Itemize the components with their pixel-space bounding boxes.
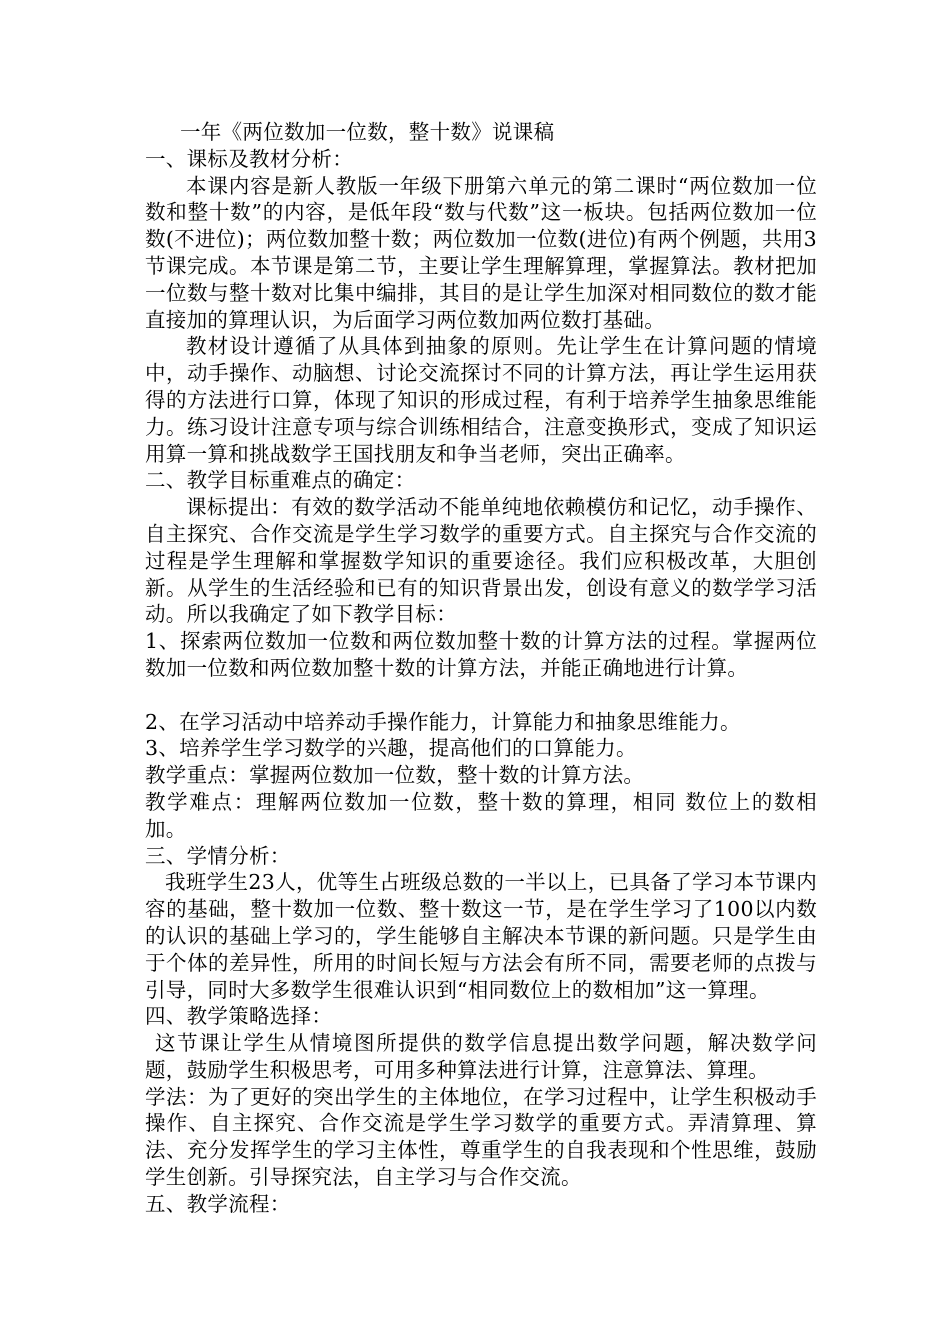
section-heading-curriculum-analysis: 一、课标及教材分析： bbox=[145, 146, 353, 171]
section-heading-teaching-strategy: 四、教学策略选择： bbox=[145, 1004, 333, 1029]
teaching-goal-2: 2、在学习活动中培养动手操作能力，计算能力和抽象思维能力。 bbox=[145, 709, 741, 734]
paragraph-teaching-strategy: 这节课让学生从情境图所提供的数学信息提出数学问题，解决数学问题，鼓励学生积极思考，可用多种算法进行计算，注意算法、算理。 bbox=[145, 1031, 817, 1082]
paragraph-student-analysis: 我班学生23人，优等生占班级总数的一半以上，已具备了学习本节课内容的基础，整十数加一位数、整十数这一节，是在学生学习了100以内数的认识的基础上学习的，学生能够自主解决本节课的新问题。只是学生由于个体的差异性，所用的时间长短与方法会有所不同，需要老师的点拨与引导，同时大多数学生很难认识到“相同数位上的数相加”这一算理。 bbox=[145, 870, 817, 1002]
section-heading-student-analysis: 三、学情分析： bbox=[145, 843, 291, 868]
teaching-goal-3: 3、培养学生学习数学的兴趣，提高他们的口算能力。 bbox=[145, 736, 637, 761]
teaching-goal-1: 1、探索两位数加一位数和两位数加整十数的计算方法的过程。掌握两位数加一位数和两位数加整十数的计算方法，并能正确地进行计算。 bbox=[145, 629, 817, 680]
section-heading-teaching-process: 五、教学流程： bbox=[145, 1191, 291, 1216]
teaching-difficulty: 教学难点：理解两位数加一位数，整十数的算理，相同 数位上的数相加。 bbox=[145, 789, 817, 841]
blank-line bbox=[145, 682, 817, 709]
document-page bbox=[145, 119, 817, 1218]
section-heading-teaching-goals: 二、教学目标重难点的确定： bbox=[145, 468, 416, 493]
paragraph-textbook-content: 本课内容是新人教版一年级下册第六单元的第二课时“两位数加一位数和整十数”的内容，是低年段“数与代数”这一板块。包括两位数加一位数(不进位)；两位数加整十数；两位数加一位数(进位)有两个例题，共用3节课完成。本节课是第二节，主要让学生理解算理，掌握算法。教材把加一位数与整十数对比集中编排，其目的是让学生加深对相同数位的数才能直接加的算理认识，为后面学习两位数加两位数打基础。 bbox=[145, 173, 817, 332]
paragraph-textbook-design: 教材设计遵循了从具体到抽象的原则。先让学生在计算问题的情境中，动手操作、动脑想、讨论交流探讨不同的计算方法，再让学生运用获得的方法进行口算，体现了知识的形成过程，有利于培养学生抽象思维能力。练习设计注意专项与综合训练相结合，注意变换形式，变成了知识运用算一算和挑战数学王国找朋友和争当老师，突出正确率。 bbox=[145, 334, 817, 466]
document-title: 一年《两位数加一位数，整十数》说课稿 bbox=[180, 120, 555, 144]
paragraph-learning-method: 学法：为了更好的突出学生的主体地位，在学习过程中，让学生积极动手操作、自主探究、合作交流是学生学习数学的重要方式。弄清算理、算法、充分发挥学生的学习主体性，尊重学生的自我表现和个性思维，鼓励学生创新。引导探究法，自主学习与合作交流。 bbox=[145, 1084, 817, 1190]
paragraph-curriculum-requirements: 课标提出：有效的数学活动不能单纯地依赖模仿和记忆，动手操作、自主探究、合作交流是学生学习数学的重要方式。自主探究与合作交流的过程是学生理解和掌握数学知识的重要途径。我们应积极改革，大胆创新。从学生的生活经验和已有的知识背景出发，创设有意义的数学学习活动。所以我确定了如下教学目标： bbox=[145, 495, 817, 627]
teaching-key-point: 教学重点：掌握两位数加一位数，整十数的计算方法。 bbox=[145, 763, 645, 788]
